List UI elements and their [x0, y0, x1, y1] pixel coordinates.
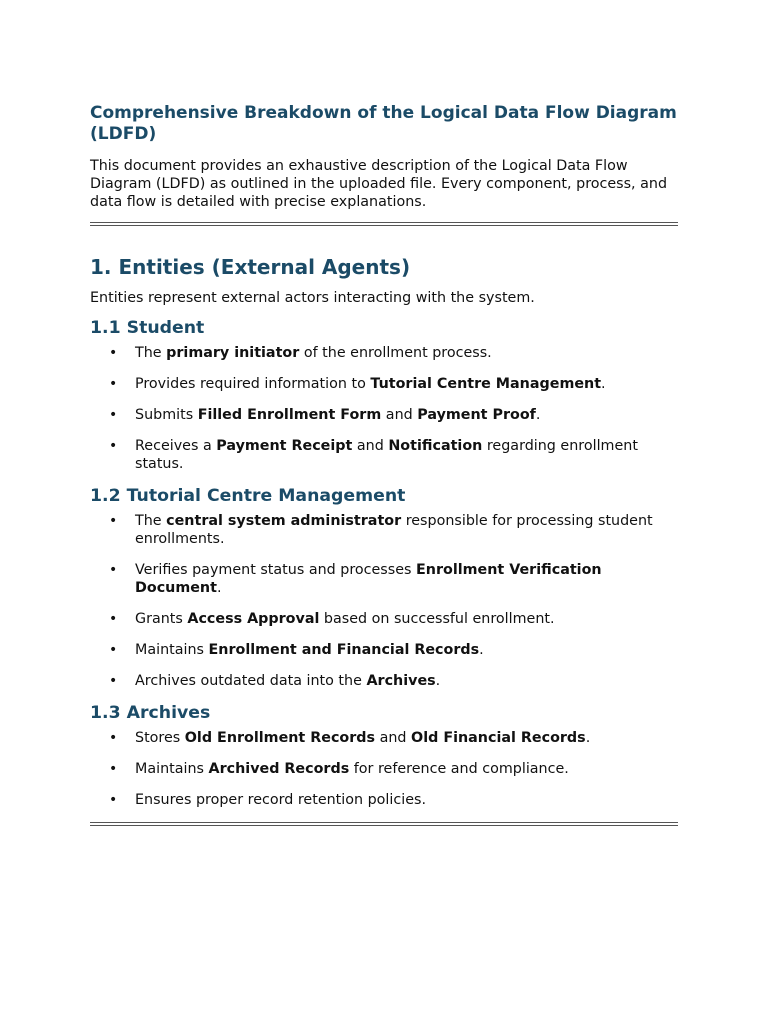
- bold-term: Access Approval: [187, 611, 320, 627]
- bold-term: Old Financial Records: [411, 730, 586, 746]
- bullet-icon: •: [109, 642, 118, 658]
- text-run: Archives outdated data into the: [135, 673, 367, 689]
- bold-term: Archived Records: [208, 761, 350, 777]
- text-run: .: [435, 673, 441, 689]
- list-item: [90, 672, 678, 690]
- list-item: [90, 344, 678, 362]
- text-run: .: [585, 730, 591, 746]
- text-run: and: [352, 438, 389, 454]
- list-item: [90, 512, 678, 548]
- text-run: .: [535, 407, 541, 423]
- bullet-icon: •: [109, 513, 118, 529]
- document-page: [90, 103, 678, 826]
- text-run: Maintains: [135, 642, 209, 658]
- subsections-container: [90, 318, 678, 809]
- document-title: Comprehensive Breakdown of the Logical Data Flow Diagram (LDFD): [90, 103, 677, 144]
- bullet-icon: •: [109, 730, 118, 746]
- bullet-icon: •: [109, 562, 118, 578]
- text-run: Stores: [135, 730, 185, 746]
- bullet-icon: •: [109, 761, 118, 777]
- text-run: The: [135, 513, 167, 529]
- subsection-heading: 1.3 Archives: [90, 703, 211, 723]
- text-run: Grants: [135, 611, 188, 627]
- list-item: [90, 437, 678, 473]
- bold-term: Enrollment Verification Document: [135, 562, 602, 596]
- text-run: Submits: [135, 407, 198, 423]
- text-run: for reference and compliance.: [349, 761, 569, 777]
- text-run: Maintains: [135, 761, 209, 777]
- list-item: [90, 729, 678, 747]
- bullet-icon: •: [109, 376, 118, 392]
- list-item: [90, 760, 678, 778]
- text-run: The: [135, 345, 167, 361]
- bold-term: primary initiator: [166, 345, 300, 361]
- text-run: based on successful enrollment.: [319, 611, 555, 627]
- bold-term: Tutorial Centre Management: [370, 376, 602, 392]
- list-item: [90, 561, 678, 597]
- text-run: and: [375, 730, 412, 746]
- subsection-heading: 1.1 Student: [90, 318, 205, 338]
- bullet-icon: •: [109, 407, 118, 423]
- bullet-icon: •: [109, 345, 118, 361]
- bold-term: central system administrator: [166, 513, 402, 529]
- bullet-icon: •: [109, 673, 118, 689]
- bullet-list: [90, 729, 678, 809]
- text-run: Receives a: [135, 438, 217, 454]
- horizontal-divider: [90, 822, 678, 826]
- text-run: Ensures proper record retention policies.: [135, 792, 426, 808]
- bullet-list: [90, 344, 678, 473]
- text-run: Verifies payment status and processes: [135, 562, 416, 578]
- bullet-icon: •: [109, 438, 118, 454]
- bold-term: Payment Proof: [417, 407, 536, 423]
- list-item: [90, 406, 678, 424]
- bold-term: Archives: [366, 673, 436, 689]
- horizontal-divider: [90, 222, 678, 226]
- text-run: .: [216, 580, 222, 596]
- bullet-list: [90, 512, 678, 690]
- list-item: [90, 641, 678, 659]
- bold-term: Payment Receipt: [216, 438, 353, 454]
- section-description: Entities represent external actors interacting with the system.: [90, 290, 535, 306]
- bold-term: Notification: [388, 438, 483, 454]
- text-run: responsible for processing student enrollments.: [135, 513, 653, 547]
- bold-term: Old Enrollment Records: [184, 730, 376, 746]
- text-run: .: [479, 642, 484, 658]
- subsection-heading: 1.2 Tutorial Centre Management: [90, 486, 406, 506]
- list-item: [90, 610, 678, 628]
- text-run: regarding enrollment status.: [135, 438, 638, 472]
- section-heading: 1. Entities (External Agents): [90, 255, 411, 279]
- text-run: and: [381, 407, 418, 423]
- list-item: [90, 791, 678, 809]
- intro-paragraph: This document provides an exhaustive description of the Logical Data Flow Diagram (LDFD) as outlined in the uploaded file. Every component, process, and data flow is detailed with precise explanations.: [90, 158, 668, 210]
- text-run: of the enrollment process.: [299, 345, 492, 361]
- bold-term: Enrollment and Financial Records: [208, 642, 480, 658]
- bold-term: Filled Enrollment Form: [197, 407, 382, 423]
- bullet-icon: •: [109, 792, 118, 808]
- bullet-icon: •: [109, 611, 118, 627]
- text-run: .: [601, 376, 606, 392]
- text-run: Provides required information to: [135, 376, 371, 392]
- list-item: [90, 375, 678, 393]
